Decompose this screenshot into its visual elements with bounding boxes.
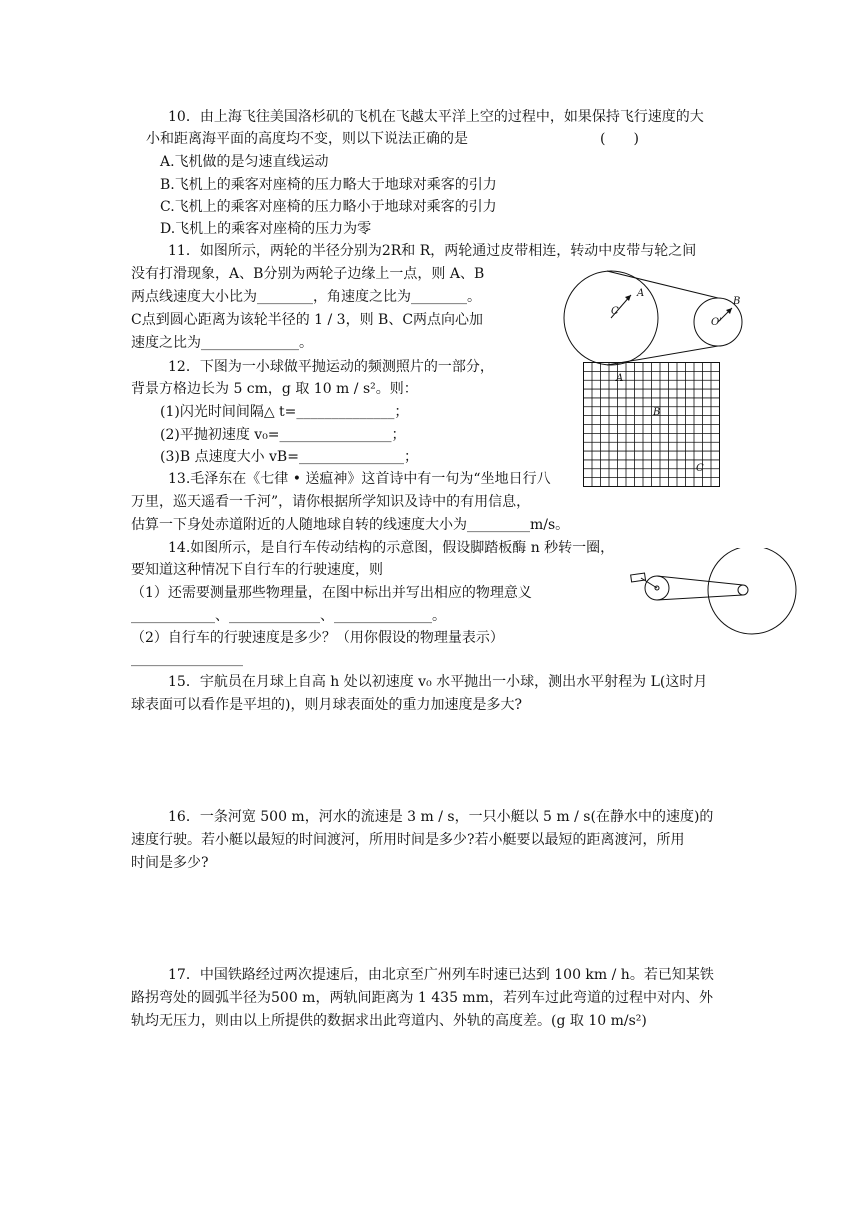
q14-line-5: （2）自行车的行驶速度是多少？（用你假设的物理量表示）: [131, 630, 504, 646]
grid-label-a: A: [616, 373, 624, 384]
chain-bottom: [657, 595, 743, 600]
bicycle-transmission-figure: [627, 548, 827, 638]
q17-line-1: 17．中国铁路经过两次提速后，由北京至广州列车时速已达到 100 km / h。若已知某铁: [168, 967, 714, 983]
label-b: B: [733, 296, 741, 307]
grid-label-c: C: [696, 463, 704, 474]
q13-line-1: 13.毛泽东在《七律 • 送瘟神》这首诗中有一句为“坐地日行八: [168, 471, 551, 487]
q16-line-3: 时间是多少?: [131, 855, 209, 871]
q12-line-3: (1)闪光时间间隔△ t=______________；: [160, 404, 409, 420]
q17-line-2: 路拐弯处的圆弧半径为500 m，两轨间距离为 1 435 mm，若列车过此弯道的过程中对内、外: [131, 990, 713, 1006]
q11-line-5: 速度之比为______________。: [131, 335, 313, 351]
q10-option-b: B.飞机上的乘客对座椅的压力略大于地球对乘客的引力: [160, 177, 497, 193]
q10-line-1: 10．由上海飞往美国洛杉矶的飞机在飞越太平洋上空的过程中，如果保持飞行速度的大: [168, 109, 704, 125]
q10-option-a: A.飞机做的是匀速直线运动: [160, 154, 329, 170]
sprocket: [738, 585, 748, 595]
q14-line-2: 要知道这种情况下自行车的行驶速度，则: [131, 562, 383, 578]
q17-line-3: 轨均无压力，则由以上所提供的数据求出此弯道内、外轨的高度差。(g 取 10 m/s²): [131, 1013, 647, 1029]
q11-line-3: 两点线速度大小比为________，角速度之比为________。: [131, 289, 481, 305]
q11-line-4: C点到圆心距离为该轮半径的 1 / 3，则 B、C两点向心加: [131, 312, 484, 328]
q14-line-6: ________________: [131, 651, 243, 667]
q13-line-2: 万里，巡天遥看一千河”，请你根据所学知识及诗中的有用信息，: [131, 494, 531, 510]
label-a: A: [637, 288, 645, 299]
label-o-prime: O': [711, 317, 722, 328]
belt-top: [607, 271, 718, 298]
grid-label-b: B: [653, 407, 661, 418]
q16-line-2: 速度行驶。若小艇以最短的时间渡河，所用时间是多少?若小艇要以最短的距离渡河，所用: [131, 832, 685, 848]
rear-wheel: [708, 548, 796, 634]
q13-line-3: 估算一下身处赤道附近的人随地球自转的线速度大小为_________m/s。: [131, 517, 570, 533]
q14-line-1: 14.如图所示，是自行车传动结构的示意图，假设脚踏板酶 n 秒转一圈，: [168, 540, 615, 556]
q10-line-2: 小和距离海平面的高度均不变，则以下说法正确的是: [146, 131, 468, 147]
q12-line-1: 12．下图为一小球做平抛运动的频测照片的一部分，: [168, 359, 494, 375]
q10-option-c: C.飞机上的乘客对座椅的压力略小于地球对乘客的引力: [160, 199, 497, 215]
q14-line-4: ____________、_____________、______________。: [131, 608, 446, 624]
q11-line-2: 没有打滑现象，A、B分别为两轮子边缘上一点，则 A、B: [131, 266, 485, 282]
q10-answer-paren: ( ): [600, 131, 639, 147]
q12-line-2: 背景方格边长为 5 cm，g 取 10 m / s²。则：: [131, 381, 418, 397]
q14-line-3: （1）还需要测量那些物理量，在图中标出并写出相应的物理意义: [131, 585, 532, 601]
chain-top: [657, 576, 743, 585]
label-c: C: [611, 306, 619, 317]
q16-line-1: 16．一条河宽 500 m，河水的流速是 3 m / s，一只小艇以 5 m / s(在静水中的速度)的: [168, 809, 714, 825]
q15-line-2: 球表面可以看作是平坦的)，则月球表面处的重力加速度是多大?: [131, 697, 522, 713]
belt-wheels-figure: [555, 264, 750, 374]
q15-line-1: 15．宇航员在月球上自高 h 处以初速度 v₀ 水平抛出一小球，测出水平射程为 L(这时月: [168, 674, 708, 690]
q12-line-5: (3)B 点速度大小 vB=_______________；: [160, 449, 418, 465]
q11-line-1: 11．如图所示，两轮的半径分别为2R和 R，两轮通过皮带相连，转动中皮带与轮之间: [168, 243, 697, 259]
q10-option-d: D.飞机上的乘客对座椅的压力为零: [160, 221, 372, 237]
q12-line-4: (2)平抛初速度 v₀=________________；: [160, 427, 406, 443]
pedal: [631, 573, 646, 582]
projectile-grid-figure: [583, 362, 723, 488]
